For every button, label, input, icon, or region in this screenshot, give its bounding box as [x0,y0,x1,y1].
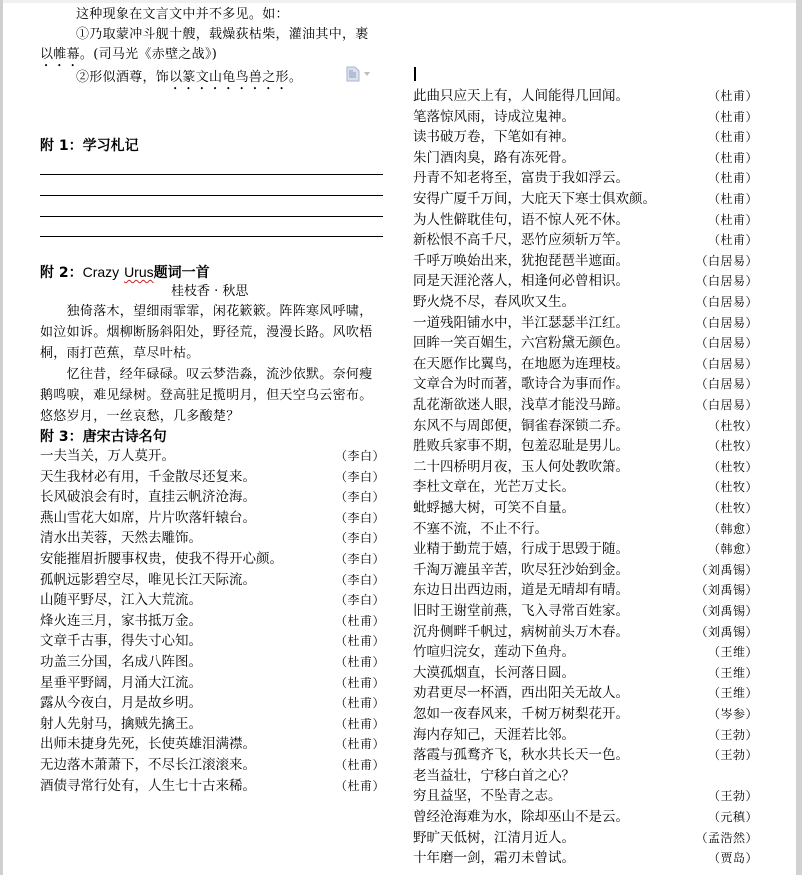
verse-author: （杜甫） [334,758,385,772]
verse-row [40,570,385,590]
verse-text: 无边落木萧萧下，不尽长江滚滚来。 [40,757,256,773]
verse-text: 此曲只应天上有，人间能得几回闻。 [413,88,629,104]
author-first-name: Crazy [82,264,120,280]
verse-row [40,673,385,693]
verse-text: 李杜文章在，光芒万丈长。 [413,479,575,496]
verse-text: 大漠孤烟直，长河落日圆。 [413,664,575,681]
verse-text: 清水出芙蓉，天然去雕饰。 [40,530,202,547]
example-2-line [76,68,302,93]
verse-author: （白居易） [695,274,758,289]
example-2-post: 。 [288,70,303,85]
verse-author: （李白） [334,593,385,608]
verse-author: （王维） [707,686,758,701]
verse-text: 露从今夜白，月是故乡明。 [40,695,202,712]
verse-text: 东风不与周郎便，铜雀春深锁二乔。 [413,417,629,434]
verse-author: （杜甫） [334,634,385,649]
verse-text: 一夫当关，万人莫开。 [40,448,175,464]
verse-author: （韩愈） [707,542,758,557]
verse-row [40,467,385,487]
appendix-3-title: 附 3：唐宋古诗名句 [40,429,167,445]
verse-row [413,601,758,621]
appendix-2-title [40,262,210,283]
verse-text: 在天愿作比翼鸟，在地愿为连理枝。 [413,355,629,372]
verse-row [413,725,758,745]
verse-author: （岑参） [707,707,758,721]
verse-text: 酒债寻常行处有，人生七十古来稀。 [40,777,256,794]
verse-text: 文章千古事，得失寸心知。 [40,633,202,650]
example-1-line-a: ①乃取蒙冲斗舰十艘，载燥荻枯柴，灌油其中，裹 [76,27,369,42]
paste-options-icon [346,66,360,82]
verse-author: （杜甫） [334,655,385,669]
verse-row [413,663,758,683]
verse-text: 劝君更尽一杯酒，西出阳关无故人。 [413,685,629,702]
verse-author: （杜甫） [707,171,758,186]
verse-author: （李白） [334,510,385,525]
verse-author: （白居易） [695,398,758,412]
poem-line: 桐，雨打芭蕉，草尽叶枯。 [40,346,200,361]
verse-row [40,487,385,507]
verse-row [413,745,758,765]
verse-author: （杜甫） [334,737,385,752]
verse-author: （李白） [334,572,385,587]
verse-row [413,477,758,497]
verse-row [413,251,758,271]
verse-author: （李白） [334,490,385,505]
verse-author: （杜甫） [707,212,758,227]
poem-line: 鹅鸣唳，难见绿树。登高驻足揽明月，但天空乌云密布。 [40,388,373,403]
spellcheck-flagged-word[interactable]: Urus [124,264,154,280]
appendix-2-prefix: 附 2： [40,265,83,281]
verse-author: （杜甫） [334,716,385,731]
verse-row [413,292,758,312]
verse-text: 老当益壮，宁移白首之心？ [413,767,575,784]
paste-options-button[interactable] [346,66,374,82]
verse-author: （杜甫） [707,109,758,124]
verse-row [413,683,758,703]
verse-author: （白居易） [695,356,758,371]
note-line[interactable] [40,216,383,217]
verse-text: 同是天涯沦落人，相逢何必曾相识。 [413,273,629,290]
verse-text: 业精于勤荒于嬉，行成于思毁于随。 [413,541,629,558]
verse-row [413,580,758,600]
page-top-edge [0,0,796,3]
verse-row [40,549,385,569]
verse-author: （韩愈） [707,521,758,536]
verse-row [40,714,385,734]
verse-row [413,127,758,147]
vertical-scrollbar[interactable] [796,0,802,875]
verse-row [413,189,758,209]
verse-text: 孤帆远影碧空尽，唯见长江天际流。 [40,571,256,588]
verse-text: 二十四桥明月夜，玉人何处教吹箫。 [413,458,629,475]
example-1-line-b [40,45,217,70]
verse-text: 读书破万卷，下笔如有神。 [413,129,575,146]
chevron-down-icon [364,72,370,76]
verse-author: （杜牧） [707,418,758,433]
poem-subtitle: 桂枝香 · 秋思 [171,284,249,299]
verse-author: （杜甫） [334,778,385,793]
verse-row [413,519,758,539]
note-line[interactable] [40,195,383,196]
verse-author: （杜甫） [707,233,758,248]
page-left-edge [0,0,3,875]
verse-text: 蚍蜉撼大树，可笑不自量。 [413,500,575,516]
verse-row [40,528,385,548]
verse-author: （李白） [334,552,385,566]
verse-author: （白居易） [695,377,758,392]
verse-row [40,508,385,528]
verse-author: （白居易） [695,295,758,309]
verse-text: 野旷天低树，江清月近人。 [413,829,575,846]
verse-row [413,457,758,477]
verse-author: （刘禹锡） [695,562,758,577]
intro-line: 这种现象在文言文中并不多见。如： [76,7,289,22]
verse-row [413,498,758,518]
verse-text: 朱门酒肉臭，路有冻死骨。 [413,149,575,166]
verse-text: 出师未捷身先死，长使英雄泪满襟。 [40,736,256,753]
verse-row [413,313,758,333]
example-1-source: 。(司马光《赤壁之战》) [79,47,218,62]
verse-author: （刘禹锡） [695,583,758,598]
verse-author: （李白） [334,449,385,463]
verse-row [413,704,758,724]
verse-row [413,807,758,827]
verse-row [413,333,758,353]
verse-row [413,622,758,642]
poem-line: 独倚落木，望细雨霏霏，闲花簌簌。阵阵寒风呼啸， [40,304,373,319]
verse-text: 海内存知己，天涯若比邻。 [413,726,575,743]
verse-author: （贾岛） [707,851,758,866]
verse-text: 烽火连三月，家书抵万金。 [40,612,202,629]
verse-author: （杜牧） [707,501,758,515]
verse-text: 安能摧眉折腰事权贵，使我不得开心颜。 [40,551,283,567]
verse-row [40,693,385,713]
verse-row [40,776,385,796]
verse-row [413,148,758,168]
verse-author: （杜甫） [334,696,385,711]
verse-row [413,786,758,806]
poem-line: 忆往昔，经年碌碌。叹云梦浩淼，流沙依默。奈何瘦 [40,367,373,382]
verse-row [40,734,385,754]
verse-text: 旧时王谢堂前燕，飞入寻常百姓家。 [413,603,629,619]
verse-text: 东边日出西边雨，道是无晴却有晴。 [413,582,629,599]
verse-author: （杜甫） [707,192,758,206]
appendix-1-title: 附 1：学习札记 [40,138,139,154]
verse-text: 千淘万漉虽辛苦，吹尽狂沙始到金。 [413,561,629,578]
verse-row [413,828,758,848]
verse-text: 长风破浪会有时，直挂云帆济沧海。 [40,489,256,506]
verse-row [413,107,758,127]
verse-row [413,271,758,291]
verse-row [413,210,758,230]
verse-text: 回眸一笑百媚生，六宫粉黛无颜色。 [413,335,629,352]
verse-row [413,168,758,188]
verse-text: 穷且益坚，不坠青之志。 [413,788,562,805]
emphasis-dotted-text: 以帷幕 [40,47,80,62]
verse-text: 竹喧归浣女，莲动下鱼舟。 [413,644,575,661]
verse-author: （刘禹锡） [695,604,758,618]
poem-line: 悠悠岁月，一丝哀愁，几多酸楚？ [40,409,240,424]
verse-text: 为人性僻耽佳句，语不惊人死不休。 [413,211,629,228]
verse-text: 曾经沧海难为水，除却巫山不是云。 [413,809,629,825]
verse-author: （白居易） [695,315,758,330]
verse-row [413,86,758,106]
verse-author: （白居易） [695,253,758,268]
verse-author: （孟浩然） [695,830,758,845]
verse-text: 不塞不流，不止不行。 [413,520,548,537]
verse-author: （杜牧） [707,459,758,474]
verse-text: 忽如一夜春风来，千树万树梨花开。 [413,706,629,722]
verse-row [40,611,385,631]
verse-text: 新松恨不高千尺，恶竹应须斩万竿。 [413,232,629,249]
verse-text: 野火烧不尽，春风吹又生。 [413,294,575,310]
verse-author: （白居易） [695,336,758,351]
verse-author: （杜甫） [334,675,385,690]
verse-row [40,590,385,610]
verse-text: 十年磨一剑，霜刃未曾试。 [413,850,575,867]
verse-text: 功盖三分国，名成八阵图。 [40,654,202,670]
example-2-pre: ②形似酒尊，饰 [76,70,170,85]
verse-text: 星垂平野阔，月涌大江流。 [40,674,202,691]
text-cursor [414,67,416,81]
verse-text: 沉舟侧畔千帆过，病树前头万木春。 [413,623,629,640]
note-line[interactable] [40,174,383,175]
verse-author: （刘禹锡） [695,624,758,639]
verse-row [40,631,385,651]
appendix-2-suffix: 题词一首 [153,265,210,281]
verse-row [413,230,758,250]
verse-text: 丹青不知老将至，富贵于我如浮云。 [413,170,629,187]
poem-line: 如泣如诉。烟柳断肠斜阳处，野径荒，漫漫长路。风吹梧 [40,325,373,340]
verse-author: （王勃） [707,727,758,742]
verse-author: （王勃） [707,748,758,763]
emphasis-dotted-text: 以篆文山龟鸟兽之形 [169,70,289,85]
verse-text: 文章合为时而著，歌诗合为事而作。 [413,376,629,393]
verse-author: （杜牧） [707,480,758,495]
verse-text: 安得广厦千万间，大庇天下寒士俱欢颜。 [413,191,656,207]
verse-text: 胜败兵家事不期，包羞忍耻是男儿。 [413,438,629,455]
verse-text: 山随平野尽，江入大荒流。 [40,592,202,609]
verse-author: （李白） [334,469,385,484]
verse-author: （杜甫） [334,613,385,628]
verse-text: 千呼万唤始出来，犹抱琵琶半遮面。 [413,252,629,269]
verse-author: （杜甫） [707,150,758,165]
verse-row [413,539,758,559]
verse-author: （王维） [707,645,758,660]
verse-author: （杜甫） [707,130,758,145]
verse-text: 射人先射马，擒贼先擒王。 [40,715,202,732]
verse-row [413,848,758,868]
verse-author: （杜牧） [707,439,758,454]
verse-author: （王维） [707,665,758,680]
verse-author: （王勃） [707,789,758,804]
verse-row [413,642,758,662]
verse-author: （杜甫） [707,89,758,103]
verse-row [40,446,385,466]
verse-text: 天生我材必有用，千金散尽还复来。 [40,468,256,485]
verse-text: 燕山雪花大如席，片片吹落轩辕台。 [40,509,256,526]
note-line[interactable] [40,236,383,237]
verse-author: （元稹） [707,810,758,824]
verse-row [40,755,385,775]
verse-row [413,560,758,580]
verse-row [413,416,758,436]
verse-row [413,436,758,456]
verse-text: 一道残阳铺水中，半江瑟瑟半江红。 [413,314,629,331]
verse-row [413,354,758,374]
verse-row [413,395,758,415]
verse-text: 乱花渐欲迷人眼，浅草才能没马蹄。 [413,397,629,413]
verse-row [413,374,758,394]
verse-author: （李白） [334,531,385,546]
verse-text: 落霞与孤鹜齐飞，秋水共长天一色。 [413,747,629,764]
verse-text: 笔落惊风雨，诗成泣鬼神。 [413,108,575,125]
verse-row [40,652,385,672]
verse-row [413,766,758,786]
